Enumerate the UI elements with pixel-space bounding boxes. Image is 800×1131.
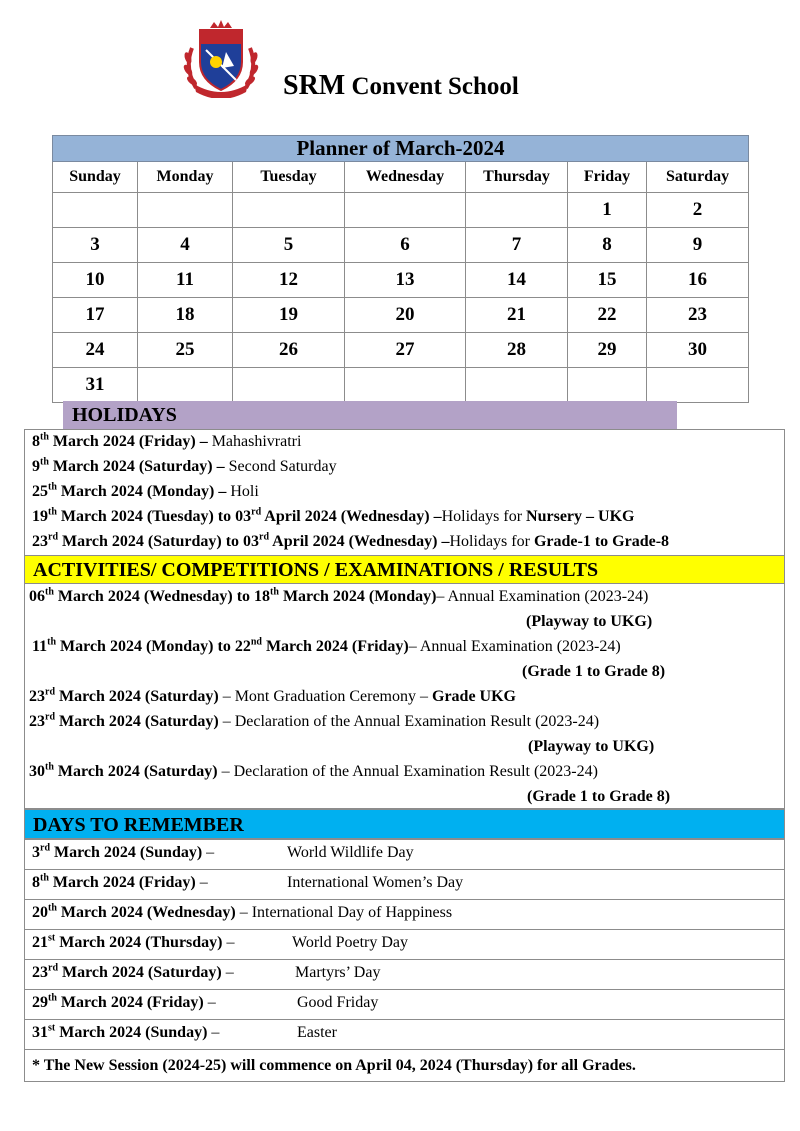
calendar-day-cell: 9 (647, 228, 749, 263)
day-to-remember-row: 29th March 2024 (Friday) – Good Friday (25, 990, 785, 1020)
calendar-day-cell: 24 (53, 333, 138, 368)
day-name: Good Friday (297, 994, 379, 1011)
calendar-day-cell: 23 (647, 298, 749, 333)
activities-heading: ACTIVITIES/ COMPETITIONS / EXAMINATIONS / RESULTS (24, 556, 785, 584)
calendar-day-cell: 8 (568, 228, 647, 263)
activity-5: 30th March 2024 (Saturday) – Declaration of the Annual Examination Result (2023-24) (29, 761, 598, 780)
holiday-item: 19th March 2024 (Tuesday) to 03rd April 2024 (Wednesday) –Holidays for Nursery – UKG (32, 506, 635, 525)
calendar-day-cell (466, 193, 568, 228)
calendar-day-cell: 5 (233, 228, 345, 263)
calendar-day-cell: 3 (53, 228, 138, 263)
activity-1: 06th March 2024 (Wednesday) to 18th March 2024 (Monday)– Annual Examination (2023-24) (29, 586, 649, 605)
calendar-week-row (53, 298, 749, 333)
days-to-remember-heading: DAYS TO REMEMBER (24, 809, 785, 839)
calendar-day-cell (568, 368, 647, 403)
weekday-header: Thursday (466, 162, 568, 193)
activity-2-grades: (Grade 1 to Grade 8) (522, 663, 666, 680)
activity-5-grades: (Grade 1 to Grade 8) (527, 788, 671, 805)
calendar-day-cell: 11 (138, 263, 233, 298)
calendar-week-row (53, 333, 749, 368)
calendar-day-cell: 27 (345, 333, 466, 368)
day-to-remember-row: 20th March 2024 (Wednesday) – International Day of Happiness (25, 900, 785, 930)
calendar-day-cell: 4 (138, 228, 233, 263)
day-name: Martyrs’ Day (295, 964, 381, 981)
calendar-day-cell: 28 (466, 333, 568, 368)
calendar-day-cell: 2 (647, 193, 749, 228)
holiday-item: 8th March 2024 (Friday) – Mahashivratri (32, 431, 302, 450)
calendar-body (53, 193, 749, 403)
new-session-note: * The New Session (2024-25) will commence on April 04, 2024 (Thursday) for all Grades. (25, 1050, 785, 1082)
calendar-day-cell: 19 (233, 298, 345, 333)
calendar-day-cell: 29 (568, 333, 647, 368)
calendar-day-cell: 16 (647, 263, 749, 298)
day-name: Easter (297, 1024, 337, 1041)
holidays-heading: HOLIDAYS (63, 401, 677, 429)
calendar-day-cell: 1 (568, 193, 647, 228)
weekday-header: Wednesday (345, 162, 466, 193)
calendar-day-cell: 18 (138, 298, 233, 333)
weekday-header: Sunday (53, 162, 138, 193)
calendar-day-cell (345, 193, 466, 228)
calendar-day-cell: 7 (466, 228, 568, 263)
day-name: International Women’s Day (287, 874, 464, 891)
calendar-title: Planner of March-2024 (53, 136, 749, 162)
school-logo (182, 18, 260, 98)
calendar-week-row (53, 368, 749, 403)
weekday-header: Tuesday (233, 162, 345, 193)
activity-4-grades: (Playway to UKG) (528, 738, 655, 755)
activity-3: 23rd March 2024 (Saturday) – Mont Graduation Ceremony – Grade UKG (29, 686, 516, 705)
calendar-day-cell: 30 (647, 333, 749, 368)
day-to-remember-row: 23rd March 2024 (Saturday) – Martyrs’ Day (25, 960, 785, 990)
calendar-day-cell (138, 368, 233, 403)
day-to-remember-row: 21st March 2024 (Thursday) – World Poetry Day (25, 930, 785, 960)
calendar-day-cell (647, 368, 749, 403)
calendar-day-cell: 12 (233, 263, 345, 298)
day-name: World Wildlife Day (287, 844, 414, 861)
holiday-item: 9th March 2024 (Saturday) – Second Saturday (32, 456, 337, 475)
calendar-day-cell (53, 193, 138, 228)
weekday-header-row (53, 162, 749, 193)
calendar-day-cell: 13 (345, 263, 466, 298)
activity-1-grades: (Playway to UKG) (526, 613, 653, 630)
calendar-day-cell: 6 (345, 228, 466, 263)
new-session-note-row (25, 1050, 785, 1082)
calendar-day-cell: 25 (138, 333, 233, 368)
calendar-day-cell: 15 (568, 263, 647, 298)
calendar-day-cell: 26 (233, 333, 345, 368)
calendar-week-row (53, 193, 749, 228)
calendar-week-row (53, 263, 749, 298)
activity-2: 11th March 2024 (Monday) to 22nd March 2024 (Friday)– Annual Examination (2023-24) (32, 636, 621, 655)
calendar-day-cell (233, 193, 345, 228)
calendar-day-cell: 17 (53, 298, 138, 333)
activities-list (24, 584, 785, 809)
calendar-day-cell (233, 368, 345, 403)
calendar-day-cell: 21 (466, 298, 568, 333)
day-to-remember-row: 8th March 2024 (Friday) – International Women’s Day (25, 870, 785, 900)
day-to-remember-row: 31st March 2024 (Sunday) – Easter (25, 1020, 785, 1050)
calendar-day-cell (345, 368, 466, 403)
activity-4: 23rd March 2024 (Saturday) – Declaration of the Annual Examination Result (2023-24) (29, 711, 600, 730)
calendar-day-cell: 20 (345, 298, 466, 333)
weekday-header: Friday (568, 162, 647, 193)
holiday-item: 23rd March 2024 (Saturday) to 03rd April 2024 (Wednesday) –Holidays for Grade-1 to Grade-8 (32, 531, 670, 550)
calendar-day-cell: 10 (53, 263, 138, 298)
weekday-header: Saturday (647, 162, 749, 193)
march-calendar (52, 135, 749, 403)
holidays-list (24, 429, 785, 556)
calendar-day-cell: 14 (466, 263, 568, 298)
day-name: World Poetry Day (292, 934, 409, 951)
day-name: International Day of Happiness (251, 904, 453, 921)
days-to-remember-table (24, 839, 785, 1082)
calendar-day-cell (138, 193, 233, 228)
calendar-week-row (53, 228, 749, 263)
school-name: SRM Convent School (283, 70, 519, 101)
calendar-day-cell: 22 (568, 298, 647, 333)
day-to-remember-row: 3rd March 2024 (Sunday) – World Wildlife Day (25, 840, 785, 870)
holiday-item: 25th March 2024 (Monday) – Holi (32, 481, 259, 500)
calendar-day-cell (466, 368, 568, 403)
calendar-day-cell: 31 (53, 368, 138, 403)
weekday-header: Monday (138, 162, 233, 193)
